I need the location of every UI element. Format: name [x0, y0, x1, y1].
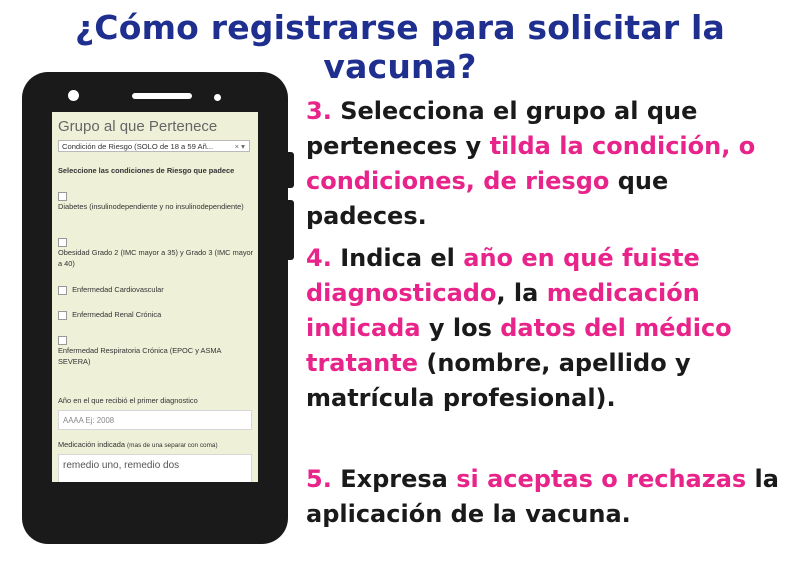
condition-label: Enfermedad Renal Crónica	[72, 310, 162, 319]
step-number: 4.	[306, 244, 332, 272]
year-input[interactable]: AAAA Ej: 2008	[58, 410, 252, 430]
year-label: Año en el que recibió el primer diagnostico	[58, 396, 198, 405]
camera-icon	[68, 90, 79, 101]
speaker-icon	[132, 93, 192, 99]
step-highlight: datos del médico tratante	[306, 314, 732, 377]
step-text: (nombre, apellido y matrícula profesional).	[306, 349, 691, 412]
condition-item[interactable]	[58, 190, 254, 212]
medication-input[interactable]: remedio uno, remedio dos	[58, 454, 252, 482]
checkbox[interactable]	[58, 311, 67, 320]
step-5	[306, 462, 790, 532]
step-text: Indica el	[340, 244, 455, 272]
conditions-label: Seleccione las condiciones de Riesgo que padece	[58, 166, 235, 175]
group-select[interactable]	[58, 140, 250, 152]
step-highlight: tilda la condición, o condiciones, de riesgo	[306, 132, 756, 195]
medication-label-text: Medicación indicada	[58, 440, 125, 449]
group-select-value: Condición de Riesgo (SOLO de 18 a 59 Añ...	[62, 142, 214, 151]
clear-chevron-icon[interactable]: × ▾	[234, 142, 245, 151]
step-highlight: año en qué fuiste diagnosticado	[306, 244, 700, 307]
step-number: 5.	[306, 465, 332, 493]
step-4	[306, 241, 790, 416]
condition-label: Enfermedad Cardiovascular	[72, 285, 164, 294]
condition-item[interactable]	[58, 309, 254, 320]
page-title: ¿Cómo registrarse para solicitar la vacuna?	[74, 8, 726, 86]
step-highlight: si aceptas o rechazas	[456, 465, 747, 493]
step-highlight: medicación indicada	[306, 279, 700, 342]
phone-side-button	[288, 200, 294, 260]
checkbox[interactable]	[58, 286, 67, 295]
sensor-icon	[214, 94, 221, 101]
step-3	[306, 94, 790, 234]
condition-label: Enfermedad Respiratoria Crónica (EPOC y ASMA SEVERA)	[58, 346, 222, 366]
step-text: la aplicación de la vacuna.	[306, 465, 779, 528]
condition-label: Obesidad Grado 2 (IMC mayor a 35) y Grado 3 (IMC mayor a 40)	[58, 248, 254, 268]
condition-item[interactable]	[58, 334, 254, 367]
condition-item[interactable]	[58, 284, 254, 295]
step-text: , la	[496, 279, 539, 307]
step-text: Expresa	[340, 465, 448, 493]
form-header: Grupo al que Pertenece	[58, 118, 218, 135]
medication-hint: (mas de una separar con coma)	[127, 442, 218, 449]
step-text: Selecciona el grupo al que perteneces y	[306, 97, 698, 160]
checkbox[interactable]	[58, 238, 67, 247]
phone-side-button	[288, 152, 294, 188]
medication-label	[58, 440, 218, 449]
step-text: que padeces.	[306, 167, 669, 230]
step-text: y los	[428, 314, 492, 342]
checkbox[interactable]	[58, 336, 67, 345]
phone-illustration	[22, 72, 288, 544]
checkbox[interactable]	[58, 192, 67, 201]
step-number: 3.	[306, 97, 332, 125]
condition-item[interactable]	[58, 236, 254, 269]
condition-label: Diabetes (insulinodependiente y no insulinodependiente)	[58, 202, 244, 211]
phone-screen	[52, 112, 258, 482]
